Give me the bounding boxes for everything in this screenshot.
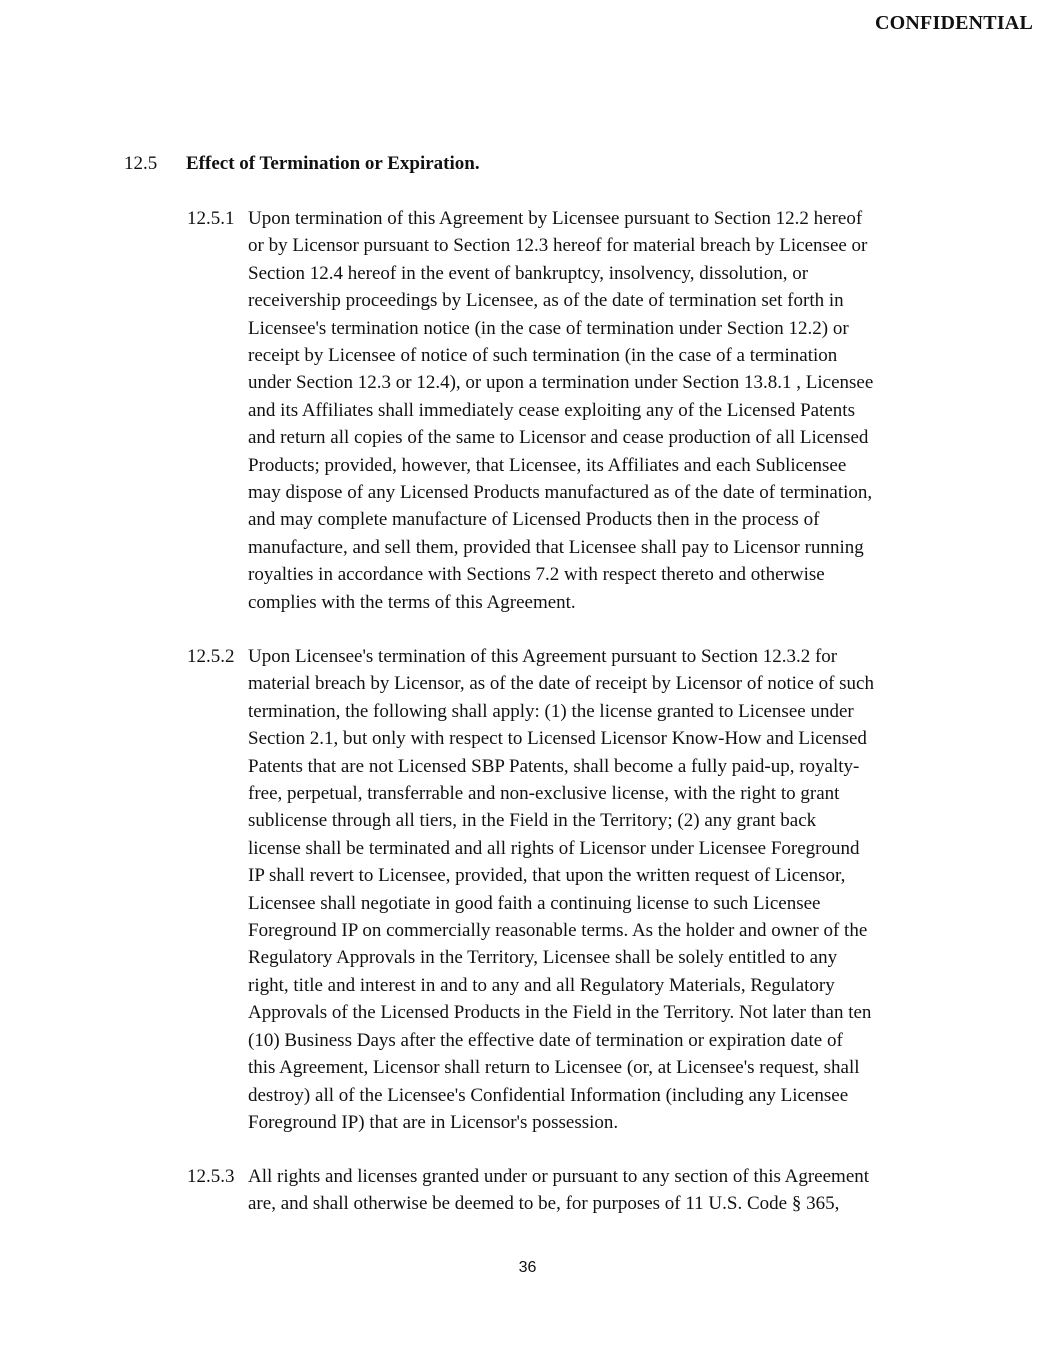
text-line: All rights and licenses granted under or pursuant to any section of this Agreement [248, 1166, 870, 1187]
text-line: are, and shall otherwise be deemed to be, for purposes of 11 U.S. Code § 365, [248, 1193, 840, 1215]
text-line: Licensee shall negotiate in good faith a continuing license to such Licensee [248, 892, 821, 914]
subsection-12-5-2 [187, 643, 939, 1136]
text-line: termination, the following shall apply: (1) the license granted to Licensee under [248, 700, 854, 722]
text-line: Products; provided, however, that Licensee, its Affiliates and each Sublicensee [248, 454, 847, 476]
text-line: under Section 12.3 or 12.4), or upon a termination under Section 13.8.1 , Licensee [248, 372, 874, 394]
text-line: Licensee's termination notice (in the case of termination under Section 12.2) or [248, 317, 849, 339]
subsection-text [248, 643, 939, 1136]
subsection-text [248, 1163, 939, 1218]
text-line: and may complete manufacture of Licensed Products then in the process of [248, 509, 820, 531]
text-line: or by Licensor pursuant to Section 12.3 hereof for material breach by Licensee or [248, 235, 868, 257]
text-line: material breach by Licensor, as of the date of receipt by Licensor of notice of such [248, 673, 874, 695]
text-line: Section 2.1, but only with respect to Licensed Licensor Know-How and Licensed [248, 728, 867, 750]
subsection-12-5-3 [187, 1163, 939, 1218]
subsection-text [248, 205, 939, 616]
text-line: royalties in accordance with Sections 7.2 with respect thereto and otherwise [248, 564, 825, 586]
text-line: sublicense through all tiers, in the Field in the Territory; (2) any grant back [248, 810, 817, 832]
text-line: this Agreement, Licensor shall return to Licensee (or, at Licensee's request, shall [248, 1057, 860, 1079]
text-line: complies with the terms of this Agreement. [248, 591, 576, 613]
text-line: Section 12.4 hereof in the event of bankruptcy, insolvency, dissolution, or [248, 262, 809, 284]
text-line: and its Affiliates shall immediately cease exploiting any of the Licensed Patents [248, 399, 855, 421]
page-number: 36 [518, 1259, 537, 1276]
text-line: Upon termination of this Agreement by Licensee pursuant to Section 12.2 hereof [248, 208, 863, 229]
text-line: free, perpetual, transferrable and non-exclusive license, with the right to grant [248, 783, 840, 805]
text-line: may dispose of any Licensed Products manufactured as of the date of termination, [248, 482, 873, 504]
text-line: destroy) all of the Licensee's Confidential Information (including any Licensee [248, 1084, 849, 1106]
text-line: Foreground IP on commercially reasonable terms. As the holder and owner of the [248, 920, 868, 942]
text-line: receipt by Licensee of notice of such termination (in the case of a termination [248, 345, 838, 367]
text-line: and return all copies of the same to Licensor and cease production of all Licensed [248, 427, 869, 449]
text-line: Approvals of the Licensed Products in the Field in the Territory. Not later than ten [248, 1002, 872, 1024]
text-line: Regulatory Approvals in the Territory, Licensee shall be solely entitled to any [248, 947, 838, 969]
text-line: Foreground IP) that are in Licensor's possession. [248, 1111, 619, 1133]
subsection-number: 12.5.2 [187, 646, 235, 667]
text-line: receivership proceedings by Licensee, as of the date of termination set forth in [248, 290, 844, 312]
text-line: Upon Licensee's termination of this Agreement pursuant to Section 12.3.2 for [248, 646, 838, 667]
section-heading [124, 152, 480, 176]
text-line: IP shall revert to Licensee, provided, that upon the written request of Licensor, [248, 865, 846, 887]
text-line: (10) Business Days after the effective date of termination or expiration date of [248, 1029, 843, 1051]
text-line: right, title and interest in and to any and all Regulatory Materials, Regulatory [248, 974, 835, 996]
confidential-label: CONFIDENTIAL [875, 12, 1033, 34]
subsection-12-5-1 [187, 205, 939, 616]
subsection-number: 12.5.1 [187, 208, 235, 229]
section-title: Effect of Termination or Expiration. [186, 153, 480, 174]
text-line: Patents that are not Licensed SBP Patents, shall become a fully paid-up, royalty- [248, 755, 860, 777]
section-number: 12.5 [124, 153, 158, 174]
text-line: license shall be terminated and all rights of Licensor under Licensee Foreground [248, 837, 860, 859]
subsection-number: 12.5.3 [187, 1166, 235, 1187]
text-line: manufacture, and sell them, provided that Licensee shall pay to Licensor running [248, 536, 864, 558]
